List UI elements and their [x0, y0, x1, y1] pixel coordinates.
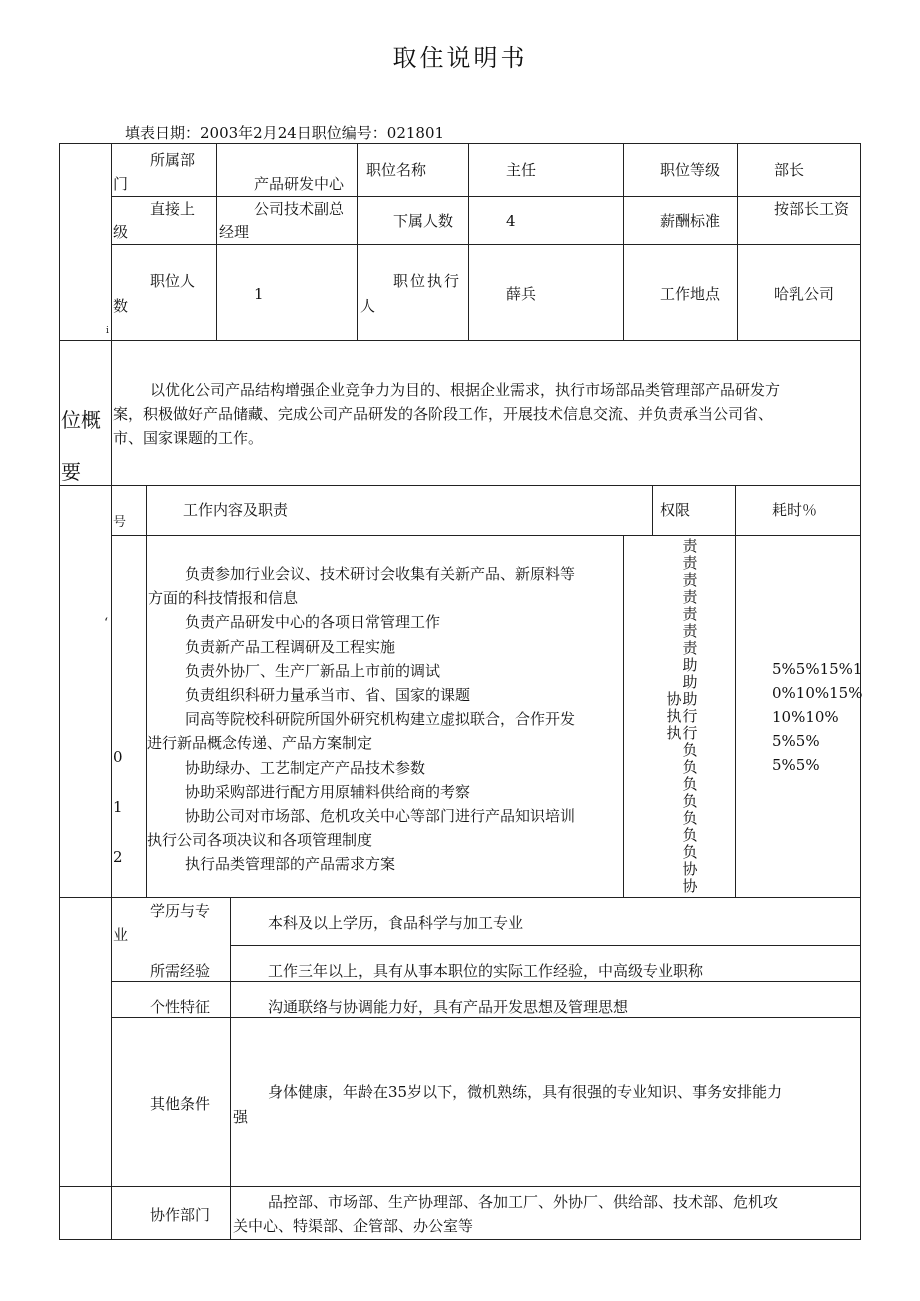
- duty-line: 进行新品概念传递、产品方案制定: [147, 734, 373, 753]
- authority-char: 行: [682, 707, 698, 725]
- experience-value: 工作三年以上，具有从事本职位的实际工作经验，中高级专业职称: [268, 962, 704, 980]
- overview-line-3: 市、国家课题的工作。: [113, 429, 264, 447]
- superior-value-1: 公司技术副总: [254, 200, 345, 218]
- authority-char: 负: [682, 741, 698, 759]
- duty-line: 协助公司对市场部、危机攻关中心等部门进行产品知识培训: [185, 807, 576, 826]
- fill-date-line: 填表日期：2003年2月24日职位编号：021801: [125, 124, 445, 142]
- authority-char: 负: [682, 809, 698, 827]
- position-level-label: 职位等级: [660, 161, 721, 179]
- position-name-label: 职位名称: [366, 161, 427, 179]
- location-value: 哈乳公司: [774, 285, 835, 303]
- authority-char: 助: [682, 690, 698, 708]
- experience-label: 所需经验: [150, 962, 211, 980]
- authority-char: 执: [666, 707, 682, 725]
- overview-text: [113, 378, 858, 450]
- time-line: 5%5%15%1: [772, 660, 863, 678]
- headcount-value: 1: [254, 285, 264, 303]
- authority-char: 责: [682, 554, 698, 572]
- executor-value: 薛兵: [506, 285, 537, 303]
- duty-line: 协助绿办、工艺制定产产品技术参数: [185, 758, 426, 777]
- position-level-value: 部长: [774, 161, 805, 179]
- dept-label-1: 所属部: [150, 151, 196, 169]
- col-authority-header: 权限: [660, 501, 691, 519]
- overview-label-1: 位概: [61, 408, 101, 432]
- duty-line: 负责新产品工程调研及工程实施: [185, 637, 396, 656]
- authority-char: 负: [682, 843, 698, 861]
- personality-value: 沟通联络与协调能力好，具有产品开发思想及管理思想: [268, 998, 629, 1016]
- superior-value-2: 经理: [219, 223, 250, 241]
- duty-list: [148, 562, 622, 877]
- subordinates-label: 下属人数: [393, 212, 454, 230]
- authority-char: 执: [666, 724, 682, 742]
- time-line: 5%5%: [772, 732, 820, 750]
- education-label-2: 业: [113, 926, 129, 944]
- authority-char: 责: [682, 537, 698, 555]
- education-value: 本科及以上学历，食品科学与加工专业: [268, 914, 524, 932]
- authority-char: 协: [666, 690, 682, 708]
- coop-label: 协作部门: [150, 1206, 211, 1224]
- authority-char: 协: [682, 877, 698, 895]
- other-label: 其他条件: [150, 1095, 211, 1113]
- authority-char: 责: [682, 588, 698, 606]
- overview-label-2: 要: [61, 460, 81, 484]
- dept-value: 产品研发中心: [254, 175, 345, 193]
- subordinates-value: 4: [506, 212, 516, 230]
- col-no-header: 号: [113, 515, 127, 530]
- duty-line: 负责组织科研力量承当市、省、国家的课题: [185, 686, 471, 705]
- superior-label-1: 直接上: [150, 200, 196, 218]
- headcount-label-2: 数: [113, 297, 129, 315]
- duty-line: 执行公司各项决议和各项管理制度: [147, 831, 373, 850]
- other-value-2: 强: [233, 1108, 249, 1126]
- duty-line: 负责产品研发中心的各项日常管理工作: [185, 613, 441, 632]
- authority-char: 助: [682, 673, 698, 691]
- other-value-1: 身体健康，年龄在35岁以下，微机熟练，具有很强的专业知识、事务安排能力: [268, 1083, 783, 1101]
- authority-column-extra: [662, 691, 686, 742]
- time-line: 0%10%15%: [772, 684, 863, 702]
- authority-char: 负: [682, 792, 698, 810]
- authority-char: 责: [682, 605, 698, 623]
- stray-mark: i: [106, 326, 109, 336]
- authority-char: 负: [682, 775, 698, 793]
- education-label-1: 学历与专: [150, 902, 211, 920]
- location-label: 工作地点: [660, 285, 721, 303]
- duty-line: 同高等院校科研院所国外研究机构建立虚拟联合，合作开发: [185, 710, 576, 729]
- duty-number-0: 0: [113, 748, 123, 766]
- col-content-header: 工作内容及职责: [183, 501, 289, 519]
- authority-char: 责: [682, 571, 698, 589]
- authority-char: 负: [682, 758, 698, 776]
- page-title: 取住说明书: [392, 44, 528, 72]
- dept-label-2: 门: [113, 175, 129, 193]
- duty-line: 协助采购部进行配方用原辅料供给商的考察: [185, 782, 471, 801]
- salary-value: 按部长工资: [774, 200, 850, 218]
- authority-char: 责: [682, 639, 698, 657]
- duty-line: 执行品类管理部的产品需求方案: [185, 855, 396, 874]
- authority-char: 负: [682, 826, 698, 844]
- duty-number-2: 2: [113, 848, 123, 866]
- authority-char: 协: [682, 860, 698, 878]
- overview-line-2: 案，积极做好产品储藏、完成公司产品研发的各阶段工作，开展技术信息交流、并负责承当公司省、: [113, 405, 774, 423]
- personality-label: 个性特征: [150, 998, 211, 1016]
- authority-char: 行: [682, 724, 698, 742]
- superior-label-2: 级: [113, 223, 129, 241]
- executor-label-2: 人: [360, 297, 376, 315]
- time-line: 10%10%: [772, 708, 839, 726]
- authority-char: 助: [682, 656, 698, 674]
- headcount-label-1: 职位人: [150, 272, 196, 290]
- time-line: 5%5%: [772, 756, 820, 774]
- salary-label: 薪酬标准: [660, 212, 721, 230]
- executor-label-1: 职位执行: [393, 272, 462, 290]
- duty-line: 负责参加行业会议、技术研讨会收集有关新产品、新原料等: [185, 565, 576, 583]
- time-column: [772, 657, 862, 777]
- col-time-header: 耗时％: [772, 501, 818, 519]
- overview-line-1: 以优化公司产品结构增强企业竞争力为目的、根据企业需求，执行市场部品类管理部产品研发方: [150, 381, 781, 399]
- coop-value-1: 品控部、市场部、生产协理部、各加工厂、外协厂、供给部、技术部、危机攻: [268, 1193, 779, 1211]
- duty-line: 负责外协厂、生产厂新品上市前的调试: [185, 661, 441, 680]
- duties-left-mark: ‘: [104, 616, 109, 631]
- duty-line: 方面的科技情报和信息: [148, 589, 299, 608]
- duty-number-1: 1: [113, 798, 123, 816]
- authority-char: 责: [682, 622, 698, 640]
- coop-value-2: 关中心、特渠部、企管部、办公室等: [233, 1217, 474, 1235]
- position-name-value: 主任: [506, 161, 537, 179]
